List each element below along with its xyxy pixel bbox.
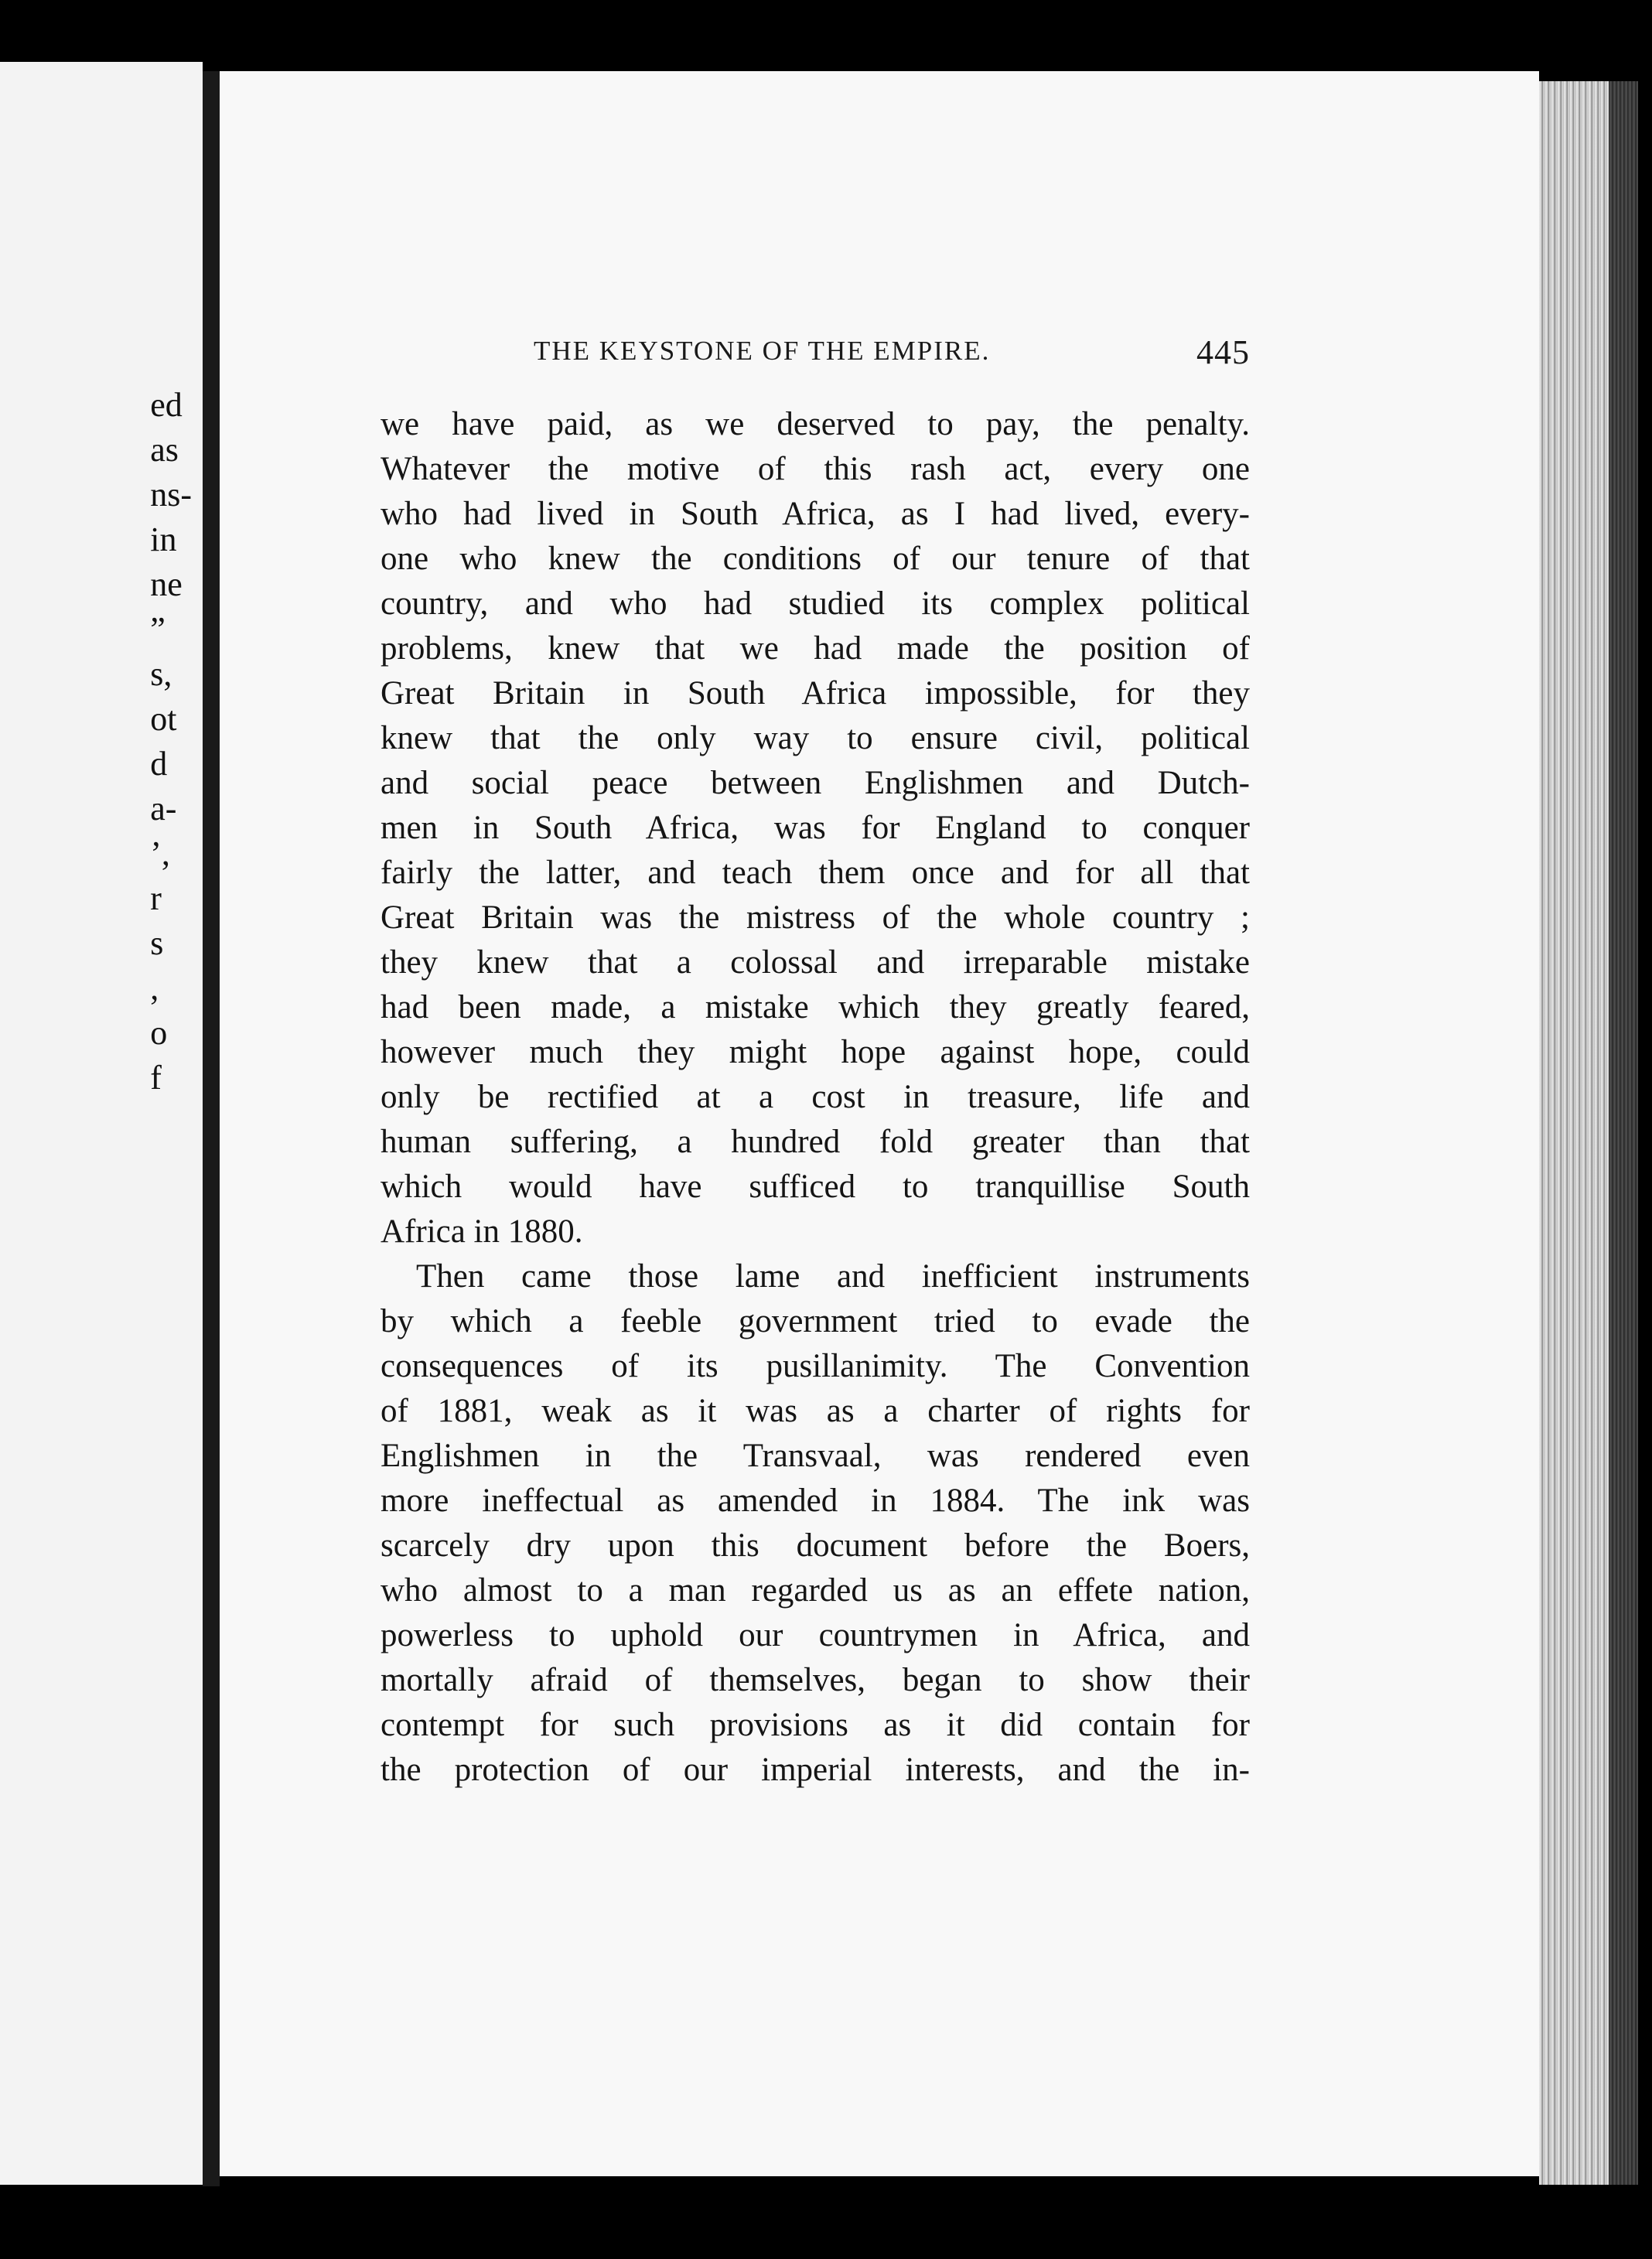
running-title: THE KEYSTONE OF THE EMPIRE. xyxy=(534,336,991,366)
running-header xyxy=(534,333,1250,379)
fragment-line: , xyxy=(150,969,159,1007)
text-line: knew that the only way to ensure civil, political xyxy=(381,720,1250,756)
fragment-line: f xyxy=(150,1059,162,1097)
text-line: Then came those lame and inefficient instruments xyxy=(416,1258,1250,1295)
fragment-line: ne xyxy=(150,565,183,603)
text-line: scarcely dry upon this document before the Boers, xyxy=(381,1527,1250,1564)
fragment-line: in xyxy=(150,520,177,558)
fragment-line: d xyxy=(150,745,168,783)
text-line: however much they might hope against hope, could xyxy=(381,1034,1250,1070)
fragment-line: o xyxy=(150,1014,168,1052)
text-line: and social peace between Englishmen and Dutch- xyxy=(381,765,1250,801)
text-line: only be rectified at a cost in treasure, life and xyxy=(381,1079,1250,1115)
fragment-line: s xyxy=(150,924,164,962)
fragment-line: a- xyxy=(150,790,177,828)
text-line: who almost to a man regarded us as an effete nation, xyxy=(381,1572,1250,1609)
text-line: human suffering, a hundred fold greater than that xyxy=(381,1124,1250,1160)
text-line: of 1881, weak as it was as a charter of rights for xyxy=(381,1393,1250,1429)
text-line: Great Britain in South Africa impossible, for they xyxy=(381,675,1250,711)
fragment-line: as xyxy=(150,431,179,469)
text-line: which would have sufficed to tranquillise South xyxy=(381,1169,1250,1205)
fragment-line: ed xyxy=(150,386,183,424)
text-line: mortally afraid of themselves, began to show their xyxy=(381,1662,1250,1698)
fragment-line: ” xyxy=(150,610,166,648)
previous-page-text-fragments xyxy=(150,383,192,1145)
fragment-line: r xyxy=(150,879,162,917)
paragraph-1 xyxy=(381,402,1250,1254)
text-line: had been made, a mistake which they greatly feared, xyxy=(381,989,1250,1025)
paragraph-2 xyxy=(381,1254,1250,1793)
text-line: Great Britain was the mistress of the whole country ; xyxy=(381,899,1250,936)
previous-page xyxy=(0,62,203,2185)
book-gutter xyxy=(203,71,220,2186)
page-number: 445 xyxy=(1196,333,1250,371)
text-line: Africa in 1880. xyxy=(381,1213,583,1250)
fragment-line xyxy=(150,1100,192,1145)
text-line: contempt for such provisions as it did contain for xyxy=(381,1707,1250,1743)
fragment-line: s, xyxy=(150,655,172,693)
text-line: the protection of our imperial interests, and the in- xyxy=(381,1752,1250,1788)
text-line: they knew that a colossal and irreparable mistake xyxy=(381,944,1250,981)
text-line: Whatever the motive of this rash act, every one xyxy=(381,451,1250,487)
text-line: fairly the latter, and teach them once and for all that xyxy=(381,855,1250,891)
fragment-line: ot xyxy=(150,700,177,738)
text-line: who had lived in South Africa, as I had lived, every- xyxy=(381,496,1250,532)
text-line: by which a feeble government tried to evade the xyxy=(381,1303,1250,1339)
page-edge-stack xyxy=(1539,81,1638,2185)
text-line: powerless to uphold our countrymen in Africa, and xyxy=(381,1617,1250,1653)
text-line: men in South Africa, was for England to conquer xyxy=(381,810,1250,846)
body-text xyxy=(381,402,1250,1793)
fragment-line: ns- xyxy=(150,476,192,514)
text-line: one who knew the conditions of our tenure of that xyxy=(381,541,1250,577)
text-line: country, and who had studied its complex political xyxy=(381,585,1250,622)
text-line: consequences of its pusillanimity. The Convention xyxy=(381,1348,1250,1384)
text-line: we have paid, as we deserved to pay, the penalty. xyxy=(381,406,1250,442)
text-line: Englishmen in the Transvaal, was rendered even xyxy=(381,1438,1250,1474)
fragment-line: ’, xyxy=(150,834,170,872)
text-line: problems, knew that we had made the position of xyxy=(381,630,1250,667)
text-line: more ineffectual as amended in 1884. The ink was xyxy=(381,1483,1250,1519)
